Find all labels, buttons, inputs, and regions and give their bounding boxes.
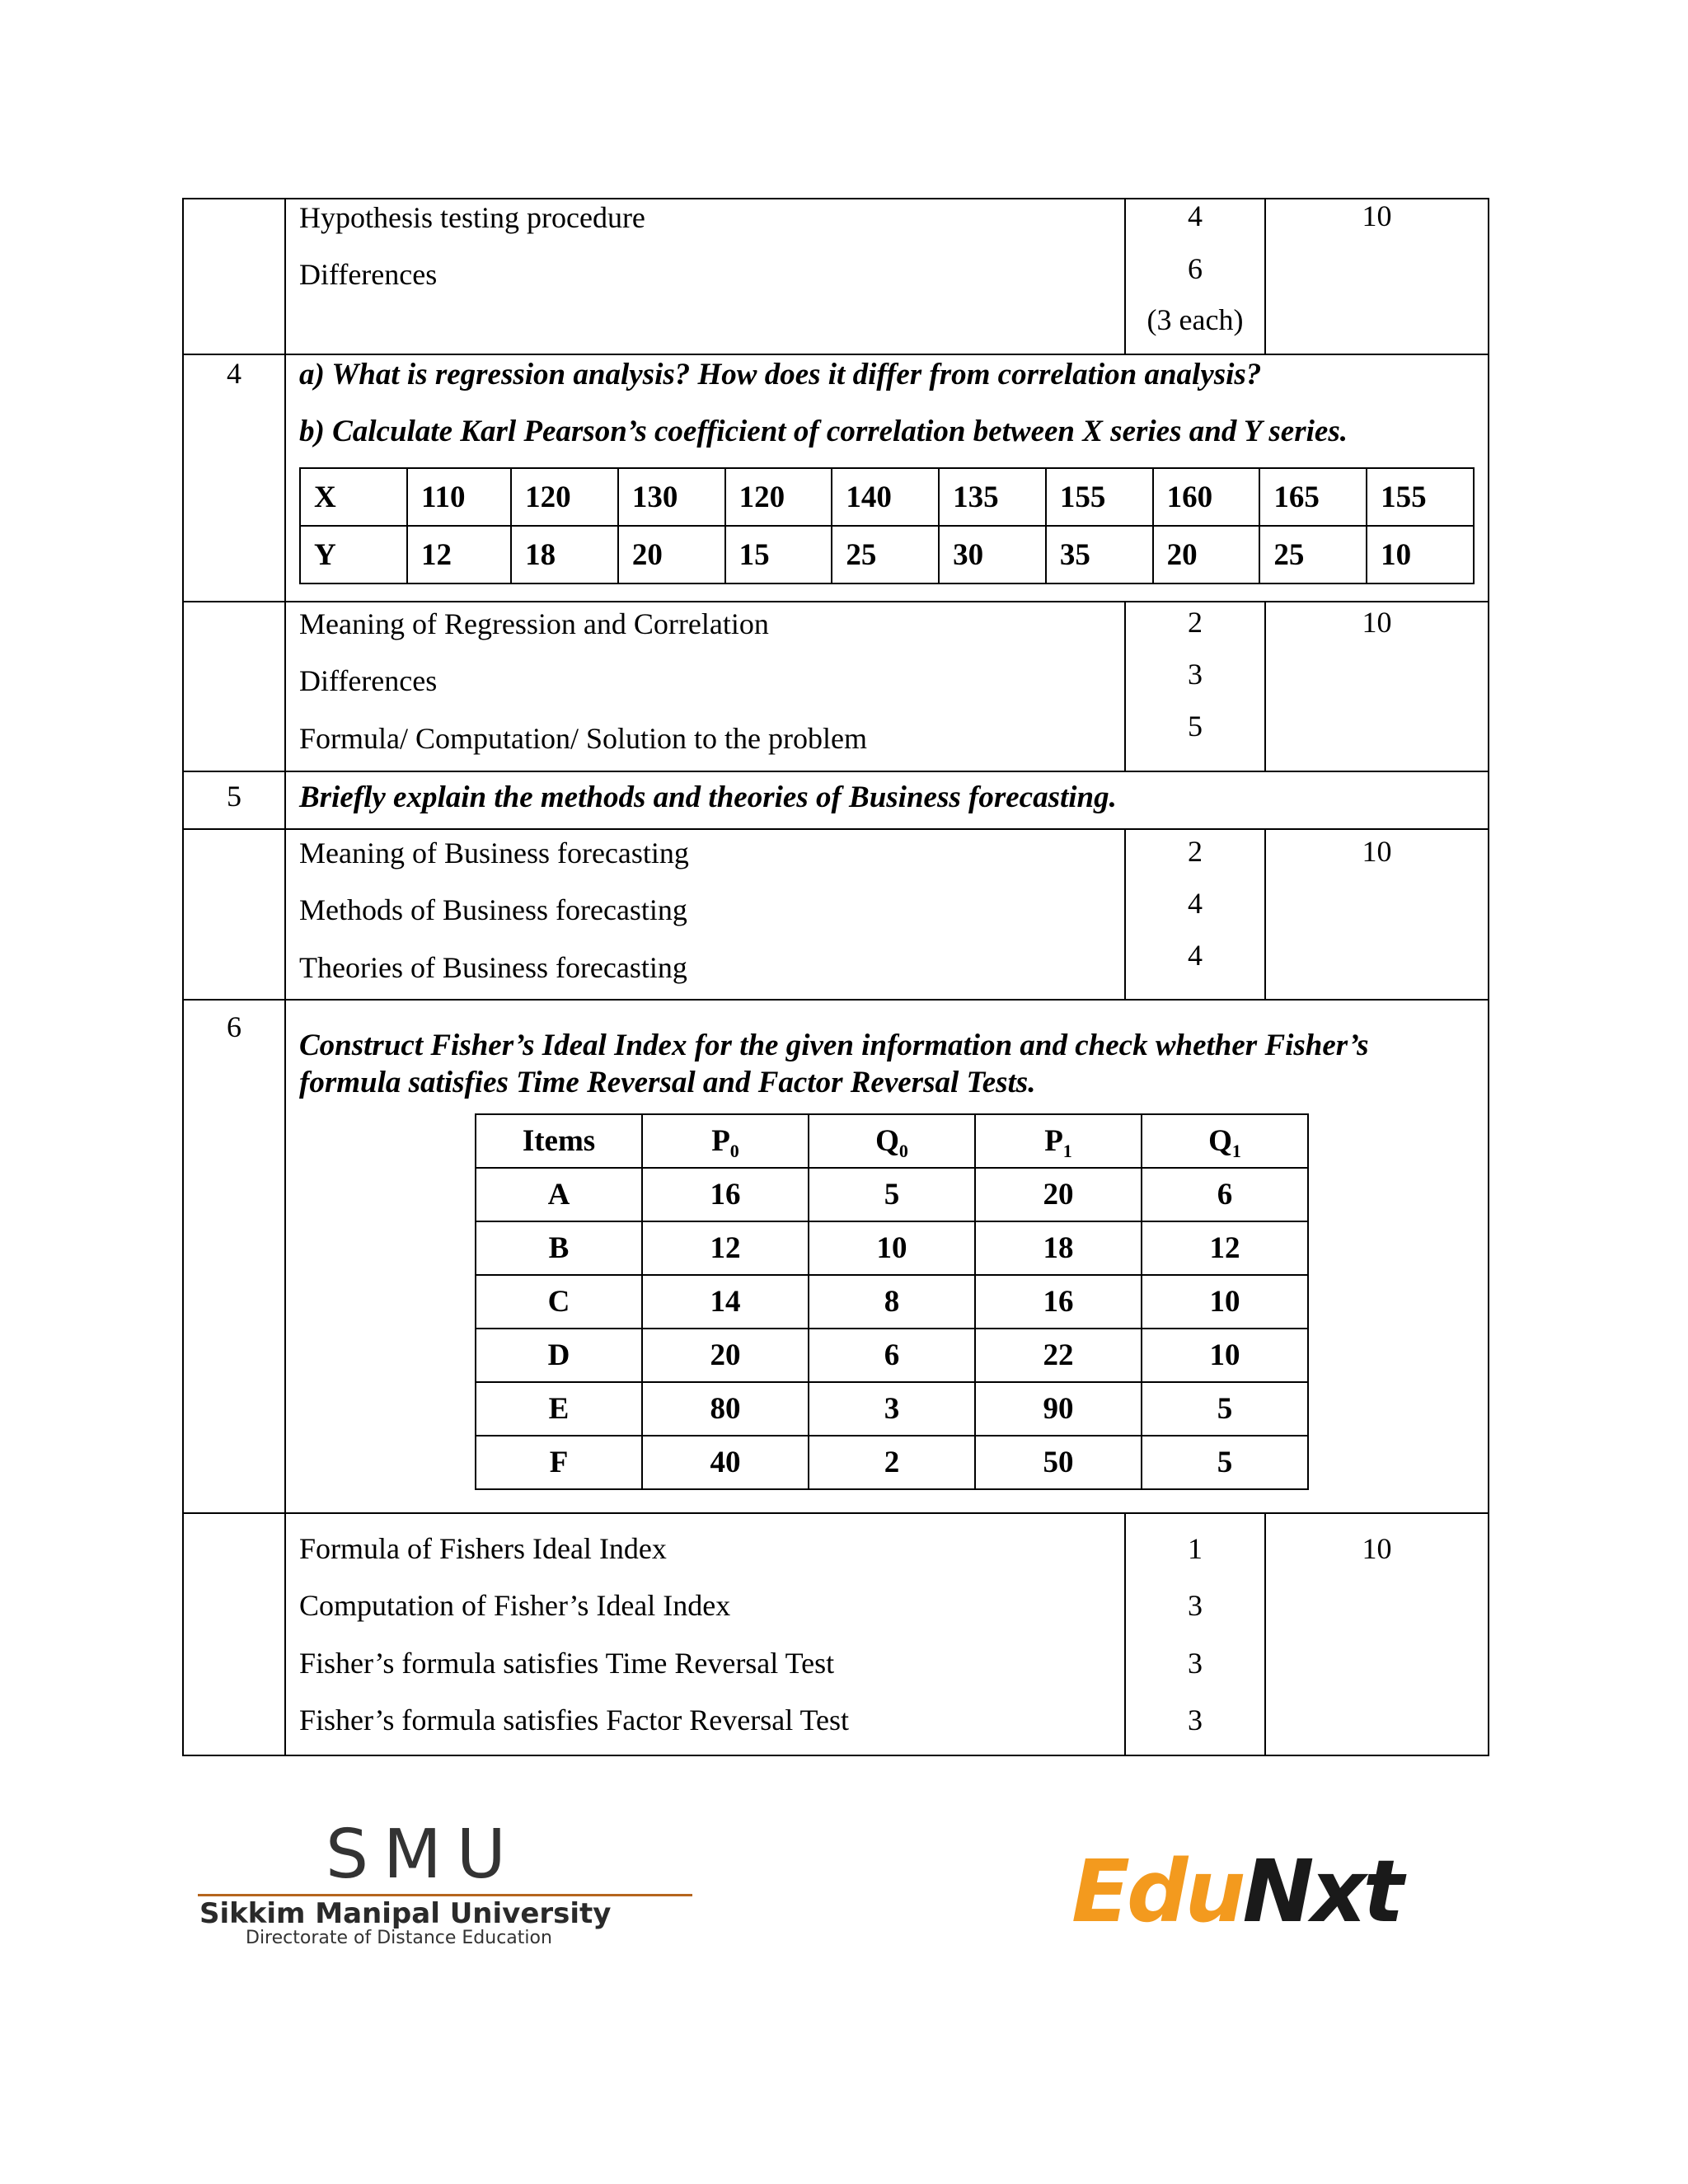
criteria-marks: 3 — [1188, 1589, 1203, 1622]
table-cell: 3 — [809, 1382, 975, 1436]
smu-university-name: Sikkim Manipal University — [199, 1897, 612, 1930]
y-value: 30 — [939, 526, 1046, 583]
column-header: $P_1$ — [975, 1114, 1142, 1168]
criteria-marks: 3 — [1188, 658, 1203, 691]
table-cell: 10 — [809, 1221, 975, 1275]
criteria-label: Formula of Fishers Ideal Index — [299, 1532, 667, 1565]
table-cell: 16 — [975, 1275, 1142, 1329]
fisher-data-table — [475, 1113, 1309, 1490]
total-marks: 10 — [1362, 1532, 1392, 1565]
table-cell: 22 — [975, 1329, 1142, 1382]
question-text-line2: formula satisfies Time Reversal and Factor Reversal Tests. — [299, 1066, 1036, 1099]
total-marks: 10 — [1362, 835, 1392, 868]
table-row — [476, 1329, 1308, 1382]
row-label-x: X — [300, 468, 407, 526]
hline-4 — [182, 828, 1489, 830]
table-cell: 6 — [1142, 1168, 1308, 1221]
column-header: Items — [476, 1114, 642, 1168]
smu-divider — [198, 1894, 692, 1896]
xy-data-table — [299, 467, 1475, 584]
column-header: $Q_0$ — [809, 1114, 975, 1168]
table-row — [476, 1382, 1308, 1436]
y-value: 20 — [618, 526, 725, 583]
table-border-inner — [284, 198, 286, 1756]
table-cell: 40 — [642, 1436, 809, 1489]
smu-logo — [198, 1816, 709, 1948]
smu-directorate: Directorate of Distance Education — [246, 1928, 552, 1948]
row-label-y: Y — [300, 526, 407, 583]
criteria-marks: 3 — [1188, 1647, 1203, 1680]
x-value: 165 — [1259, 468, 1367, 526]
criteria-marks: 2 — [1188, 835, 1203, 868]
question-part-a: a) What is regression analysis? How does it differ from correlation analysis? — [299, 358, 1262, 391]
x-value: 155 — [1367, 468, 1474, 526]
criteria-label: Fisher’s formula satisfies Time Reversal Test — [299, 1647, 835, 1680]
table-cell: 18 — [975, 1221, 1142, 1275]
criteria-label: Theories of Business forecasting — [299, 951, 687, 984]
criteria-marks: 1 — [1188, 1532, 1203, 1565]
criteria-marks: 4 — [1188, 887, 1203, 920]
table-border-right — [1488, 198, 1489, 1756]
table-row — [476, 1168, 1308, 1221]
criteria-label: Differences — [299, 258, 438, 291]
criteria-label: Differences — [299, 664, 438, 697]
table-cell: D — [476, 1329, 642, 1382]
x-value: 120 — [725, 468, 832, 526]
criteria-label: Methods of Business forecasting — [299, 893, 687, 926]
edunext-logo-edu: Edu — [1071, 1841, 1243, 1942]
y-value: 35 — [1046, 526, 1153, 583]
table-cell: 6 — [809, 1329, 975, 1382]
table-row — [300, 468, 1474, 526]
table-row — [300, 526, 1474, 583]
criteria-marks: 3 — [1188, 1704, 1203, 1736]
table-cell: 50 — [975, 1436, 1142, 1489]
table-row — [476, 1436, 1308, 1489]
x-value: 110 — [407, 468, 511, 526]
y-value: 18 — [511, 526, 618, 583]
criteria-marks: 5 — [1188, 710, 1203, 743]
hline-3 — [182, 771, 1489, 772]
x-value: 160 — [1153, 468, 1260, 526]
criteria-label: Hypothesis testing procedure — [299, 201, 645, 234]
question-number: 5 — [227, 780, 241, 813]
table-cell: 16 — [642, 1168, 809, 1221]
table-cell: 20 — [975, 1168, 1142, 1221]
total-marks: 10 — [1362, 199, 1392, 232]
table-cell: E — [476, 1382, 642, 1436]
smu-logo-mark: SMU — [326, 1816, 521, 1894]
x-value: 130 — [618, 468, 725, 526]
column-header: $P_0$ — [642, 1114, 809, 1168]
y-value: 25 — [1259, 526, 1367, 583]
hline-2 — [182, 601, 1489, 602]
table-cell: 12 — [1142, 1221, 1308, 1275]
marks-note: (3 each) — [1146, 303, 1244, 336]
criteria-label: Computation of Fisher’s Ideal Index — [299, 1589, 731, 1622]
table-cell: 8 — [809, 1275, 975, 1329]
hline-5 — [182, 999, 1489, 1001]
column-header: $Q_1$ — [1142, 1114, 1308, 1168]
table-cell: 5 — [809, 1168, 975, 1221]
edunext-logo — [1071, 1842, 1400, 1941]
total-marks: 10 — [1362, 606, 1392, 639]
question-text-line1: Construct Fisher’s Ideal Index for the given information and check whether Fisher’s — [299, 1029, 1369, 1062]
hline-bottom — [182, 1755, 1489, 1756]
y-value: 12 — [407, 526, 511, 583]
hline-1 — [182, 354, 1489, 355]
table-cell: 14 — [642, 1275, 809, 1329]
hline-6 — [182, 1512, 1489, 1514]
question-text: Briefly explain the methods and theories of Business forecasting. — [299, 780, 1117, 814]
table-row — [476, 1221, 1308, 1275]
table-cell: B — [476, 1221, 642, 1275]
table-cell: 20 — [642, 1329, 809, 1382]
y-value: 15 — [725, 526, 832, 583]
criteria-label: Meaning of Business forecasting — [299, 837, 689, 869]
table-cell: 5 — [1142, 1382, 1308, 1436]
table-cell: 80 — [642, 1382, 809, 1436]
x-value: 135 — [939, 468, 1046, 526]
table-cell: 10 — [1142, 1329, 1308, 1382]
x-value: 120 — [511, 468, 618, 526]
table-border-left — [182, 198, 184, 1756]
criteria-label: Meaning of Regression and Correlation — [299, 607, 769, 640]
table-cell: 2 — [809, 1436, 975, 1489]
y-value: 25 — [832, 526, 939, 583]
question-number: 4 — [227, 357, 241, 390]
x-value: 140 — [832, 468, 939, 526]
criteria-marks: 4 — [1188, 199, 1203, 232]
criteria-label: Fisher’s formula satisfies Factor Reversal Test — [299, 1704, 850, 1736]
criteria-label: Formula/ Computation/ Solution to the problem — [299, 722, 867, 755]
table-cell: F — [476, 1436, 642, 1489]
table-cell: 5 — [1142, 1436, 1308, 1489]
table-cell: 10 — [1142, 1275, 1308, 1329]
criteria-marks: 6 — [1188, 252, 1203, 285]
question-part-b: b) Calculate Karl Pearson’s coefficient of correlation between X series and Y series. — [299, 415, 1348, 448]
table-cell: A — [476, 1168, 642, 1221]
y-value: 10 — [1367, 526, 1474, 583]
y-value: 20 — [1153, 526, 1260, 583]
x-value: 155 — [1046, 468, 1153, 526]
table-row — [476, 1275, 1308, 1329]
table-cell: C — [476, 1275, 642, 1329]
edunext-logo-nxt: Nxt — [1242, 1841, 1401, 1942]
table-cell: 12 — [642, 1221, 809, 1275]
question-number: 6 — [227, 1010, 241, 1043]
table-header-row — [476, 1114, 1308, 1168]
criteria-marks: 2 — [1188, 606, 1203, 639]
table-cell: 90 — [975, 1382, 1142, 1436]
criteria-marks: 4 — [1188, 939, 1203, 972]
